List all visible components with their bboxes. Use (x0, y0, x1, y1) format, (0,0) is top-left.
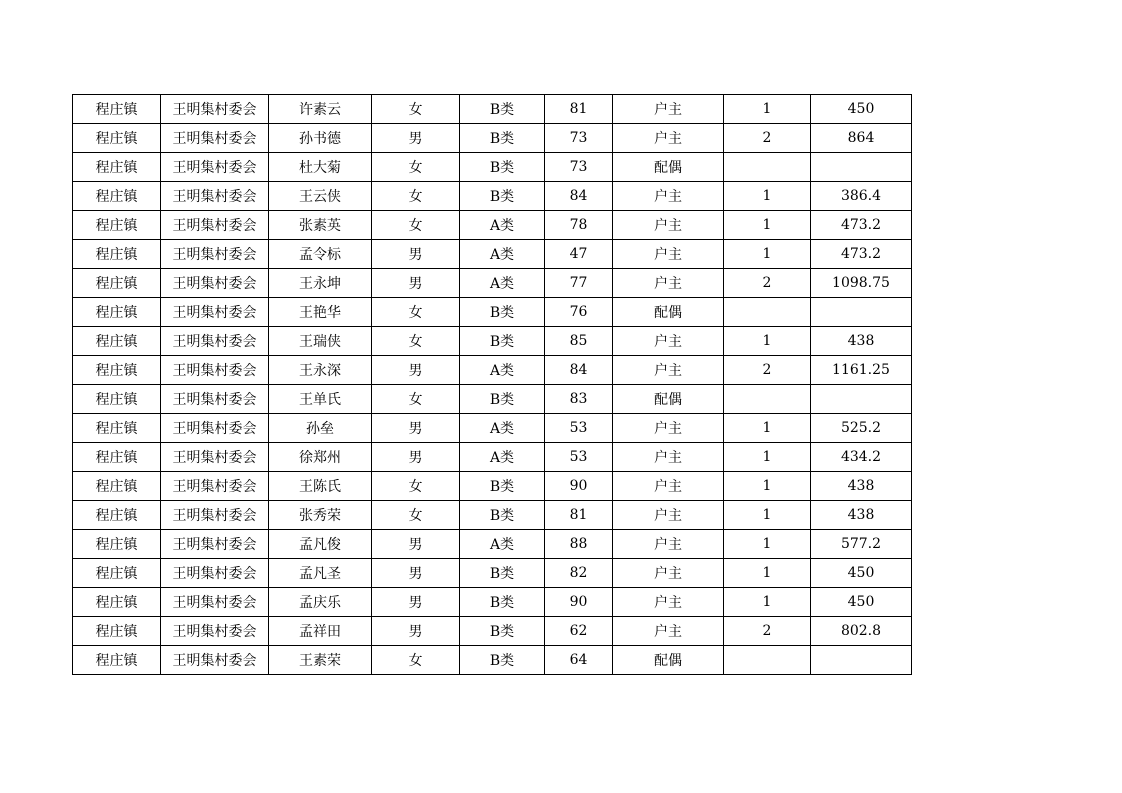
name-cell: 王陈氏 (269, 472, 372, 501)
amount-cell: 577.2 (811, 530, 912, 559)
relation-cell: 户主 (613, 211, 724, 240)
name-cell: 孟凡圣 (269, 559, 372, 588)
town-cell: 程庄镇 (73, 327, 161, 356)
category-cell: B类 (460, 559, 545, 588)
gender-cell: 女 (372, 327, 460, 356)
relation-cell: 户主 (613, 559, 724, 588)
gender-cell: 男 (372, 617, 460, 646)
table-row (73, 356, 912, 385)
name-cell: 张秀荣 (269, 501, 372, 530)
gender-cell: 男 (372, 240, 460, 269)
age-cell: 78 (545, 211, 613, 240)
household-size-cell: 1 (724, 559, 811, 588)
name-cell: 杜大菊 (269, 153, 372, 182)
household-size-cell: 1 (724, 211, 811, 240)
gender-cell: 女 (372, 298, 460, 327)
village-committee-cell: 王明集村委会 (161, 617, 269, 646)
village-committee-cell: 王明集村委会 (161, 240, 269, 269)
gender-cell: 男 (372, 588, 460, 617)
gender-cell: 男 (372, 269, 460, 298)
table-row (73, 646, 912, 675)
village-committee-cell: 王明集村委会 (161, 646, 269, 675)
table-row (73, 124, 912, 153)
amount-cell: 438 (811, 501, 912, 530)
village-committee-cell: 王明集村委会 (161, 501, 269, 530)
table-row (73, 182, 912, 211)
gender-cell: 女 (372, 385, 460, 414)
relation-cell: 户主 (613, 356, 724, 385)
household-size-cell: 2 (724, 124, 811, 153)
table-row (73, 327, 912, 356)
age-cell: 73 (545, 153, 613, 182)
town-cell: 程庄镇 (73, 124, 161, 153)
age-cell: 81 (545, 501, 613, 530)
town-cell: 程庄镇 (73, 414, 161, 443)
name-cell: 徐郑州 (269, 443, 372, 472)
village-committee-cell: 王明集村委会 (161, 153, 269, 182)
table-row (73, 385, 912, 414)
gender-cell: 男 (372, 124, 460, 153)
village-committee-cell: 王明集村委会 (161, 443, 269, 472)
household-size-cell: 2 (724, 617, 811, 646)
category-cell: B类 (460, 95, 545, 124)
age-cell: 85 (545, 327, 613, 356)
village-committee-cell: 王明集村委会 (161, 559, 269, 588)
name-cell: 张素英 (269, 211, 372, 240)
village-committee-cell: 王明集村委会 (161, 472, 269, 501)
table-row (73, 269, 912, 298)
name-cell: 孟令标 (269, 240, 372, 269)
amount-cell: 438 (811, 327, 912, 356)
category-cell: B类 (460, 588, 545, 617)
household-size-cell: 1 (724, 472, 811, 501)
household-size-cell: 1 (724, 240, 811, 269)
town-cell: 程庄镇 (73, 472, 161, 501)
amount-cell (811, 153, 912, 182)
table-row (73, 588, 912, 617)
household-size-cell: 2 (724, 269, 811, 298)
table-body (73, 95, 912, 675)
age-cell: 47 (545, 240, 613, 269)
town-cell: 程庄镇 (73, 298, 161, 327)
relation-cell: 配偶 (613, 153, 724, 182)
amount-cell: 864 (811, 124, 912, 153)
category-cell: A类 (460, 356, 545, 385)
table-row (73, 153, 912, 182)
age-cell: 73 (545, 124, 613, 153)
town-cell: 程庄镇 (73, 443, 161, 472)
gender-cell: 女 (372, 646, 460, 675)
relation-cell: 配偶 (613, 298, 724, 327)
town-cell: 程庄镇 (73, 385, 161, 414)
amount-cell (811, 646, 912, 675)
age-cell: 64 (545, 646, 613, 675)
town-cell: 程庄镇 (73, 617, 161, 646)
table-row (73, 501, 912, 530)
name-cell: 王永深 (269, 356, 372, 385)
table-row (73, 530, 912, 559)
village-committee-cell: 王明集村委会 (161, 269, 269, 298)
table-row (73, 414, 912, 443)
relation-cell: 户主 (613, 414, 724, 443)
household-size-cell: 1 (724, 588, 811, 617)
amount-cell: 434.2 (811, 443, 912, 472)
town-cell: 程庄镇 (73, 95, 161, 124)
age-cell: 88 (545, 530, 613, 559)
category-cell: B类 (460, 617, 545, 646)
category-cell: B类 (460, 153, 545, 182)
gender-cell: 女 (372, 501, 460, 530)
category-cell: B类 (460, 182, 545, 211)
town-cell: 程庄镇 (73, 153, 161, 182)
amount-cell: 450 (811, 559, 912, 588)
category-cell: A类 (460, 211, 545, 240)
data-table (72, 94, 912, 675)
amount-cell: 525.2 (811, 414, 912, 443)
age-cell: 90 (545, 472, 613, 501)
relation-cell: 户主 (613, 472, 724, 501)
age-cell: 77 (545, 269, 613, 298)
household-size-cell (724, 298, 811, 327)
category-cell: A类 (460, 414, 545, 443)
relation-cell: 户主 (613, 443, 724, 472)
village-committee-cell: 王明集村委会 (161, 124, 269, 153)
amount-cell: 473.2 (811, 211, 912, 240)
table-row (73, 211, 912, 240)
relation-cell: 户主 (613, 588, 724, 617)
household-size-cell (724, 646, 811, 675)
gender-cell: 男 (372, 443, 460, 472)
category-cell: A类 (460, 530, 545, 559)
relation-cell: 配偶 (613, 646, 724, 675)
age-cell: 84 (545, 356, 613, 385)
amount-cell: 450 (811, 95, 912, 124)
name-cell: 许素云 (269, 95, 372, 124)
household-size-cell (724, 153, 811, 182)
age-cell: 81 (545, 95, 613, 124)
table-row (73, 443, 912, 472)
category-cell: B类 (460, 501, 545, 530)
category-cell: B类 (460, 124, 545, 153)
name-cell: 孟祥田 (269, 617, 372, 646)
gender-cell: 男 (372, 559, 460, 588)
village-committee-cell: 王明集村委会 (161, 327, 269, 356)
amount-cell (811, 298, 912, 327)
age-cell: 83 (545, 385, 613, 414)
town-cell: 程庄镇 (73, 646, 161, 675)
name-cell: 孙垒 (269, 414, 372, 443)
amount-cell: 386.4 (811, 182, 912, 211)
town-cell: 程庄镇 (73, 269, 161, 298)
town-cell: 程庄镇 (73, 240, 161, 269)
name-cell: 王瑞侠 (269, 327, 372, 356)
gender-cell: 女 (372, 153, 460, 182)
town-cell: 程庄镇 (73, 356, 161, 385)
gender-cell: 女 (372, 95, 460, 124)
amount-cell: 802.8 (811, 617, 912, 646)
table-row (73, 95, 912, 124)
age-cell: 53 (545, 443, 613, 472)
age-cell: 76 (545, 298, 613, 327)
village-committee-cell: 王明集村委会 (161, 95, 269, 124)
household-size-cell: 1 (724, 414, 811, 443)
village-committee-cell: 王明集村委会 (161, 414, 269, 443)
household-size-cell: 1 (724, 95, 811, 124)
relation-cell: 户主 (613, 240, 724, 269)
table-row (73, 559, 912, 588)
household-size-cell: 1 (724, 443, 811, 472)
relation-cell: 户主 (613, 269, 724, 298)
gender-cell: 男 (372, 414, 460, 443)
age-cell: 90 (545, 588, 613, 617)
name-cell: 孟凡俊 (269, 530, 372, 559)
name-cell: 王单氏 (269, 385, 372, 414)
category-cell: A类 (460, 240, 545, 269)
relation-cell: 户主 (613, 182, 724, 211)
category-cell: B类 (460, 646, 545, 675)
age-cell: 82 (545, 559, 613, 588)
gender-cell: 女 (372, 211, 460, 240)
category-cell: B类 (460, 298, 545, 327)
relation-cell: 户主 (613, 124, 724, 153)
name-cell: 王永坤 (269, 269, 372, 298)
town-cell: 程庄镇 (73, 501, 161, 530)
relation-cell: 配偶 (613, 385, 724, 414)
age-cell: 62 (545, 617, 613, 646)
town-cell: 程庄镇 (73, 182, 161, 211)
table-row (73, 298, 912, 327)
amount-cell: 1161.25 (811, 356, 912, 385)
category-cell: A类 (460, 443, 545, 472)
amount-cell: 438 (811, 472, 912, 501)
village-committee-cell: 王明集村委会 (161, 356, 269, 385)
village-committee-cell: 王明集村委会 (161, 182, 269, 211)
town-cell: 程庄镇 (73, 211, 161, 240)
amount-cell (811, 385, 912, 414)
name-cell: 王云侠 (269, 182, 372, 211)
category-cell: B类 (460, 385, 545, 414)
town-cell: 程庄镇 (73, 530, 161, 559)
amount-cell: 1098.75 (811, 269, 912, 298)
village-committee-cell: 王明集村委会 (161, 530, 269, 559)
table-row (73, 472, 912, 501)
name-cell: 孟庆乐 (269, 588, 372, 617)
household-size-cell: 1 (724, 530, 811, 559)
category-cell: B类 (460, 472, 545, 501)
table-row (73, 240, 912, 269)
amount-cell: 450 (811, 588, 912, 617)
village-committee-cell: 王明集村委会 (161, 211, 269, 240)
town-cell: 程庄镇 (73, 588, 161, 617)
category-cell: A类 (460, 269, 545, 298)
household-size-cell (724, 385, 811, 414)
town-cell: 程庄镇 (73, 559, 161, 588)
amount-cell: 473.2 (811, 240, 912, 269)
village-committee-cell: 王明集村委会 (161, 588, 269, 617)
relation-cell: 户主 (613, 327, 724, 356)
relation-cell: 户主 (613, 530, 724, 559)
household-size-cell: 1 (724, 182, 811, 211)
table-row (73, 617, 912, 646)
category-cell: B类 (460, 327, 545, 356)
name-cell: 孙书德 (269, 124, 372, 153)
name-cell: 王素荣 (269, 646, 372, 675)
household-size-cell: 2 (724, 356, 811, 385)
relation-cell: 户主 (613, 501, 724, 530)
relation-cell: 户主 (613, 617, 724, 646)
age-cell: 84 (545, 182, 613, 211)
household-size-cell: 1 (724, 501, 811, 530)
gender-cell: 女 (372, 472, 460, 501)
name-cell: 王艳华 (269, 298, 372, 327)
gender-cell: 女 (372, 182, 460, 211)
village-committee-cell: 王明集村委会 (161, 385, 269, 414)
village-committee-cell: 王明集村委会 (161, 298, 269, 327)
age-cell: 53 (545, 414, 613, 443)
gender-cell: 男 (372, 530, 460, 559)
relation-cell: 户主 (613, 95, 724, 124)
gender-cell: 男 (372, 356, 460, 385)
household-size-cell: 1 (724, 327, 811, 356)
